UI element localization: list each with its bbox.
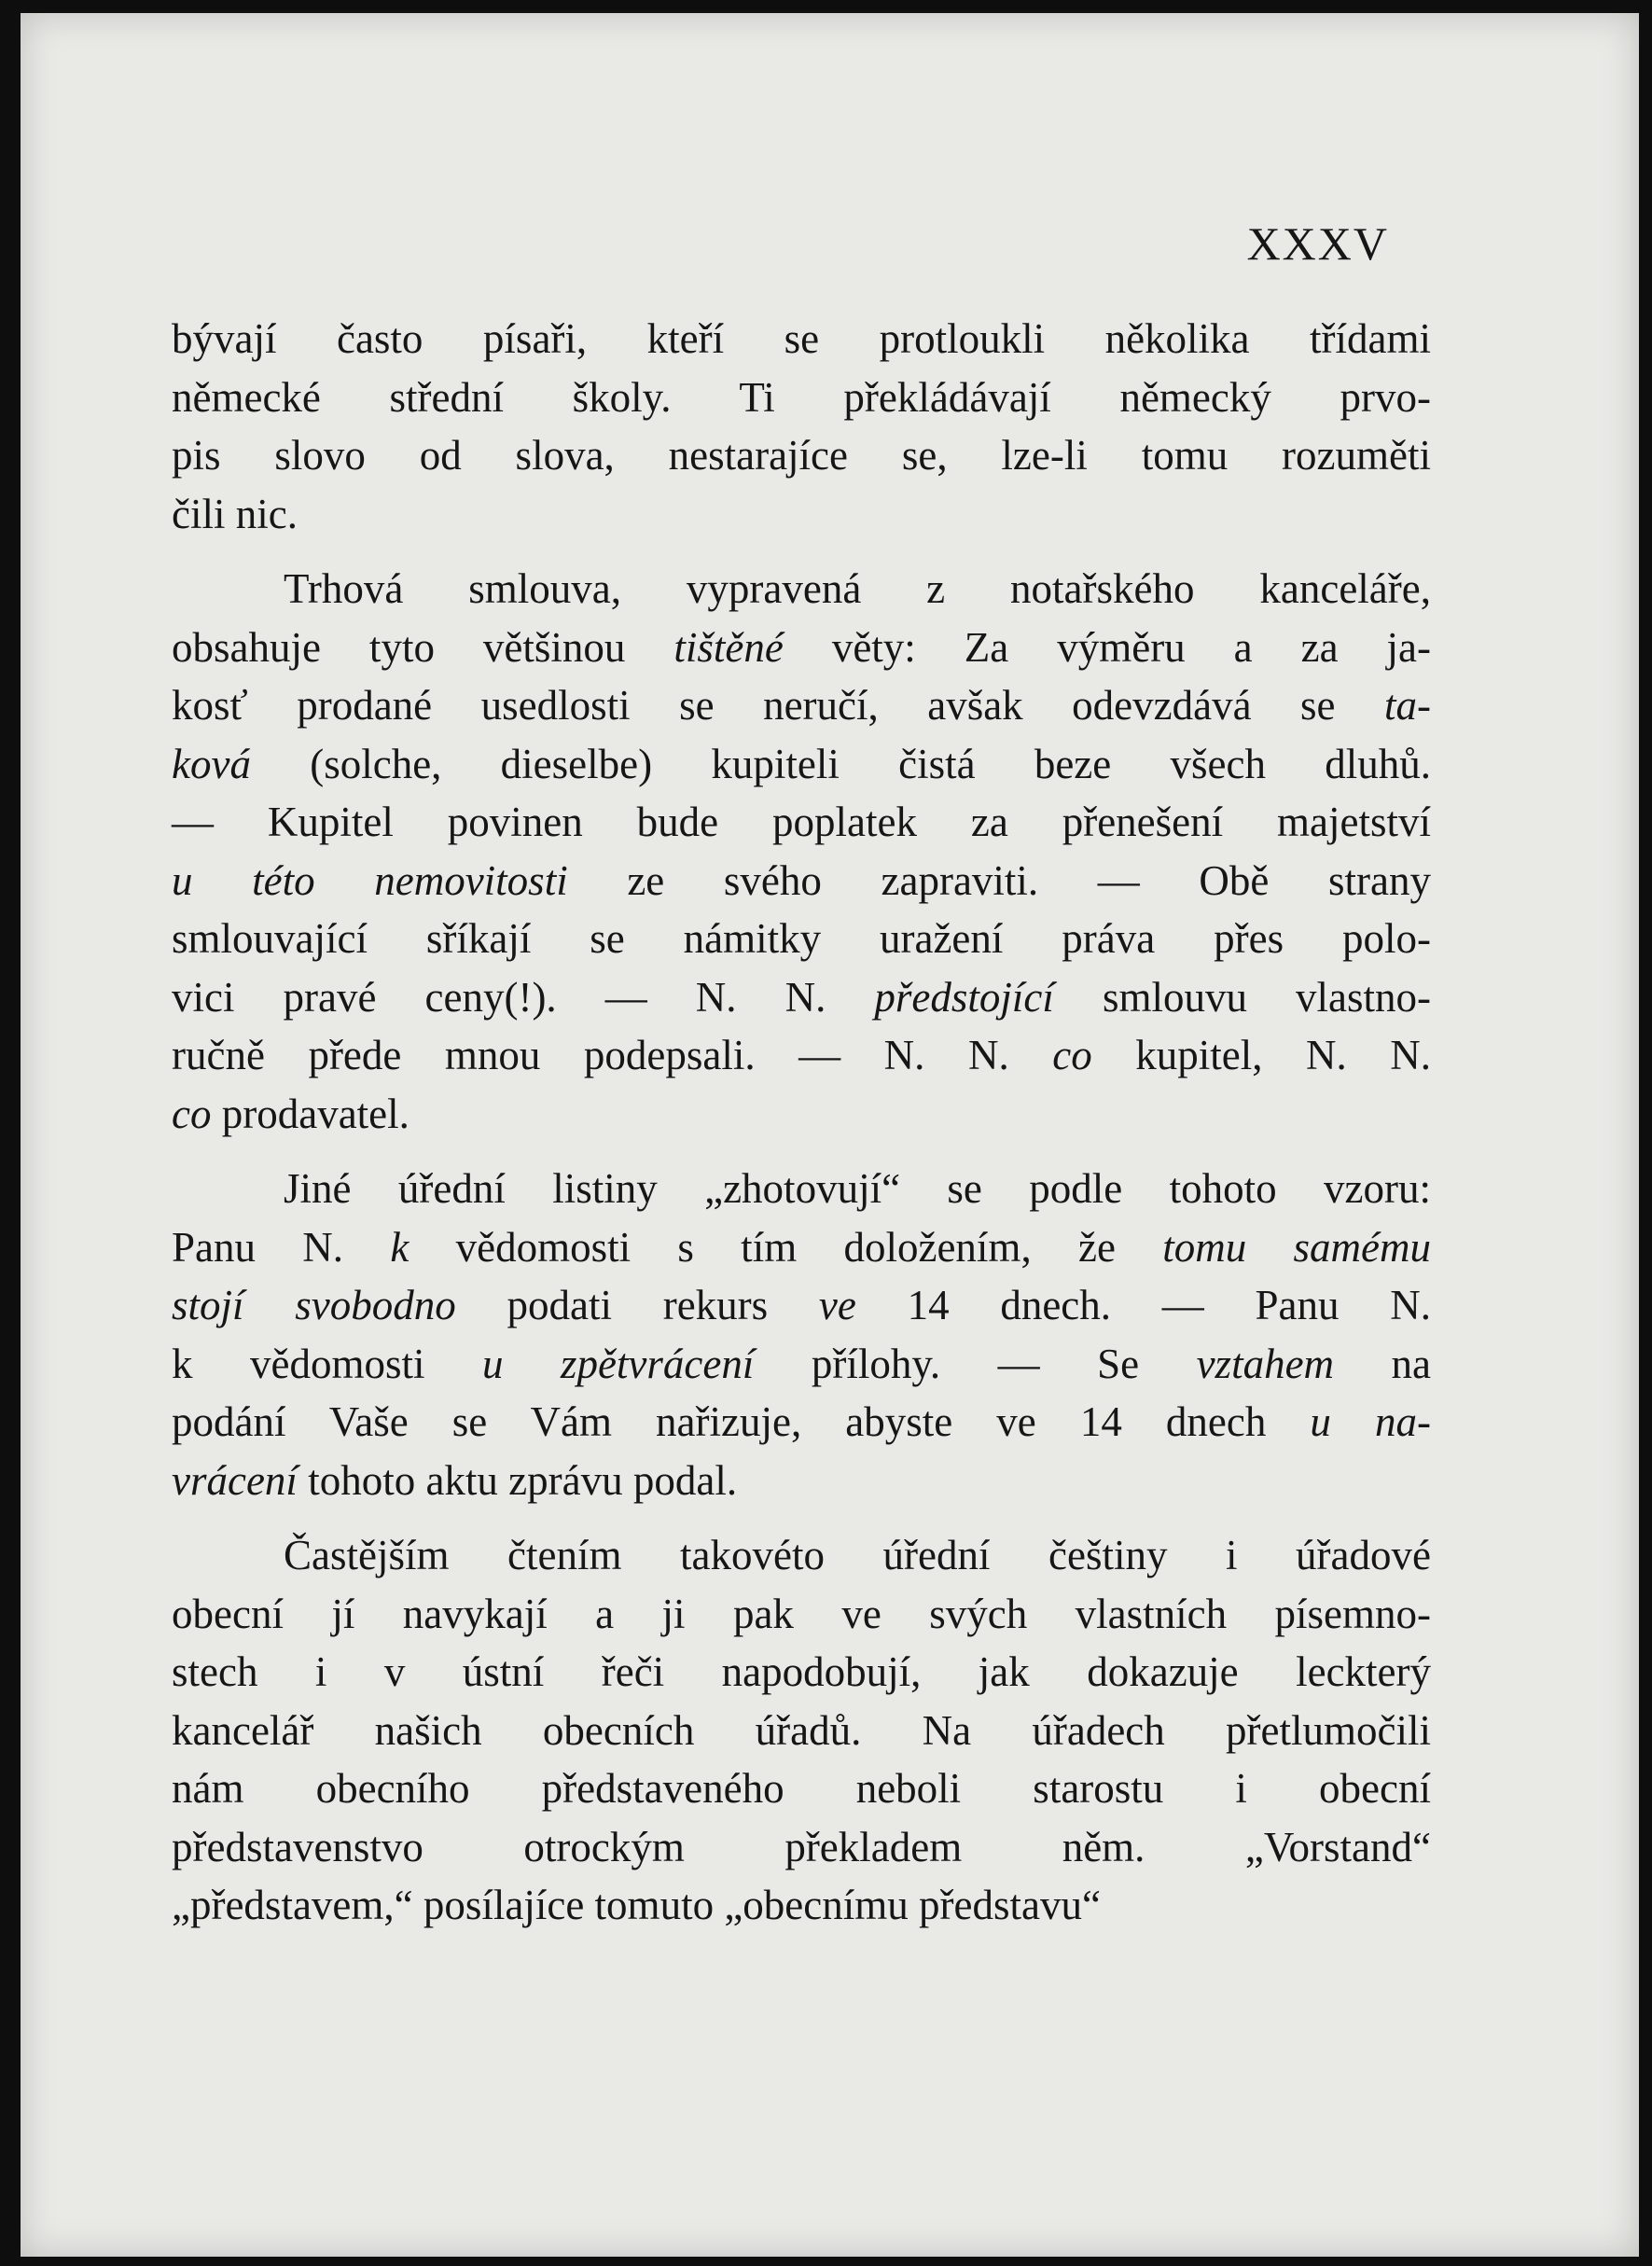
italic-segment: ta- xyxy=(1384,682,1431,729)
paragraph xyxy=(172,1526,1431,1935)
text-segment: obsahuje tyto většinou xyxy=(172,623,674,671)
text-line xyxy=(172,1702,1431,1760)
italic-segment: co xyxy=(1052,1032,1092,1078)
italic-segment: vztahem xyxy=(1196,1340,1335,1387)
italic-segment: u na- xyxy=(1310,1398,1431,1445)
text-segment: na xyxy=(1334,1340,1431,1387)
text-segment: kancelář našich obecních úřadů. Na úřadech přetlumočili xyxy=(172,1706,1431,1754)
text-segment: věty: Za výměru a za ja- xyxy=(783,623,1431,671)
text-line xyxy=(172,852,1431,911)
body-text xyxy=(172,310,1431,1935)
text-segment: vici pravé ceny(!). — N. N. xyxy=(172,973,875,1021)
text-segment: prodavatel. xyxy=(211,1090,410,1137)
text-line xyxy=(172,1585,1431,1644)
text-segment: představenstvo otrockým překladem něm. „Vorstand“ xyxy=(172,1823,1431,1870)
text-segment: přílohy. — Se xyxy=(754,1340,1197,1387)
text-segment: stech i v ústní řeči napodobují, jak dokazuje leckterý xyxy=(172,1648,1431,1695)
text-segment: 14 dnech. — Panu N. xyxy=(855,1282,1431,1328)
text-line xyxy=(172,1335,1431,1394)
italic-segment: předstojící xyxy=(874,973,1054,1021)
text-segment: podati rekurs xyxy=(455,1282,819,1328)
text-line xyxy=(172,968,1431,1027)
text-line xyxy=(172,310,1431,368)
text-segment: Jiné úřední listiny „zhotovují“ se podle tohoto vzoru: xyxy=(284,1165,1431,1212)
italic-segment: u této nemovitosti xyxy=(172,856,568,904)
italic-segment: co xyxy=(172,1090,212,1137)
text-segment: čili nic. xyxy=(172,490,298,537)
paragraph-gap xyxy=(172,543,1431,560)
text-line xyxy=(172,1085,1431,1144)
text-segment: — Kupitel povinen bude poplatek za přenešení majetství xyxy=(172,799,1431,845)
text-line xyxy=(172,1160,1431,1218)
text-line xyxy=(172,910,1431,968)
text-segment: německé střední školy. Ti překládávají německý prvo- xyxy=(172,373,1431,421)
book-page xyxy=(21,13,1639,2257)
text-segment: smlouvající sříkají se námitky uražení práva přes polo- xyxy=(172,915,1431,962)
paragraph xyxy=(172,310,1431,543)
page-number: XXXV xyxy=(1246,217,1389,270)
paragraph xyxy=(172,1160,1431,1509)
text-line xyxy=(172,1526,1431,1585)
text-line xyxy=(172,1026,1431,1085)
text-line xyxy=(172,1276,1431,1335)
paragraph xyxy=(172,560,1431,1143)
text-line xyxy=(172,1818,1431,1877)
text-segment: kosť prodané usedlosti se neručí, avšak odevzdává se xyxy=(172,682,1384,729)
text-segment: k vědomosti xyxy=(172,1340,482,1387)
text-segment: bývají často písaři, kteří se protloukli několika třídami xyxy=(172,315,1431,362)
text-line xyxy=(172,485,1431,544)
text-line xyxy=(172,793,1431,852)
text-segment: „představem,“ posílajíce tomuto „obecnímu představu“ xyxy=(172,1882,1101,1928)
text-line xyxy=(172,1393,1431,1452)
text-line xyxy=(172,1876,1431,1935)
text-segment: ze svého zapraviti. — Obě strany xyxy=(567,856,1431,904)
text-line xyxy=(172,368,1431,427)
italic-segment: vrácení xyxy=(172,1456,298,1504)
italic-segment: stojí svobodno xyxy=(172,1282,456,1328)
text-line xyxy=(172,426,1431,485)
paragraph-gap xyxy=(172,1143,1431,1160)
text-line xyxy=(172,1643,1431,1702)
text-segment: Panu N. xyxy=(172,1223,391,1271)
text-segment: Častějším čtením takovéto úřední češtiny i úřadové xyxy=(284,1532,1431,1578)
paragraph-gap xyxy=(172,1509,1431,1526)
text-line xyxy=(172,1218,1431,1277)
text-segment: ručně přede mnou podepsali. — N. N. xyxy=(172,1032,1053,1078)
text-segment: Trhová smlouva, vypravená z notařského kanceláře, xyxy=(284,565,1431,612)
italic-segment: tomu samému xyxy=(1162,1223,1431,1271)
text-segment: podání Vaše se Vám nařizuje, abyste ve 14 dnech xyxy=(172,1398,1311,1445)
text-line xyxy=(172,619,1431,677)
text-segment: kupitel, N. N. xyxy=(1091,1032,1431,1078)
text-segment: (solche, dieselbe) kupiteli čistá beze všech dluhů. xyxy=(250,740,1431,787)
italic-segment: k xyxy=(390,1223,410,1271)
text-line xyxy=(172,676,1431,735)
text-segment: smlouvu vlastno- xyxy=(1053,973,1431,1021)
text-line xyxy=(172,1452,1431,1510)
text-segment: nám obecního představeného neboli starostu i obecní xyxy=(172,1765,1431,1812)
text-line xyxy=(172,735,1431,794)
text-segment: obecní jí navykají a ji pak ve svých vlastních písemno- xyxy=(172,1590,1431,1637)
italic-segment: ve xyxy=(818,1282,856,1328)
italic-segment: ková xyxy=(172,740,251,787)
italic-segment: u zpětvrácení xyxy=(481,1340,755,1387)
text-segment: vědomosti s tím doložením, že xyxy=(409,1223,1163,1271)
italic-segment: tištěné xyxy=(673,623,784,671)
text-line xyxy=(172,1759,1431,1818)
text-segment: pis slovo od slova, nestarajíce se, lze-li tomu rozuměti xyxy=(172,432,1431,479)
text-line xyxy=(172,560,1431,619)
text-segment: tohoto aktu zprávu podal. xyxy=(297,1456,738,1504)
